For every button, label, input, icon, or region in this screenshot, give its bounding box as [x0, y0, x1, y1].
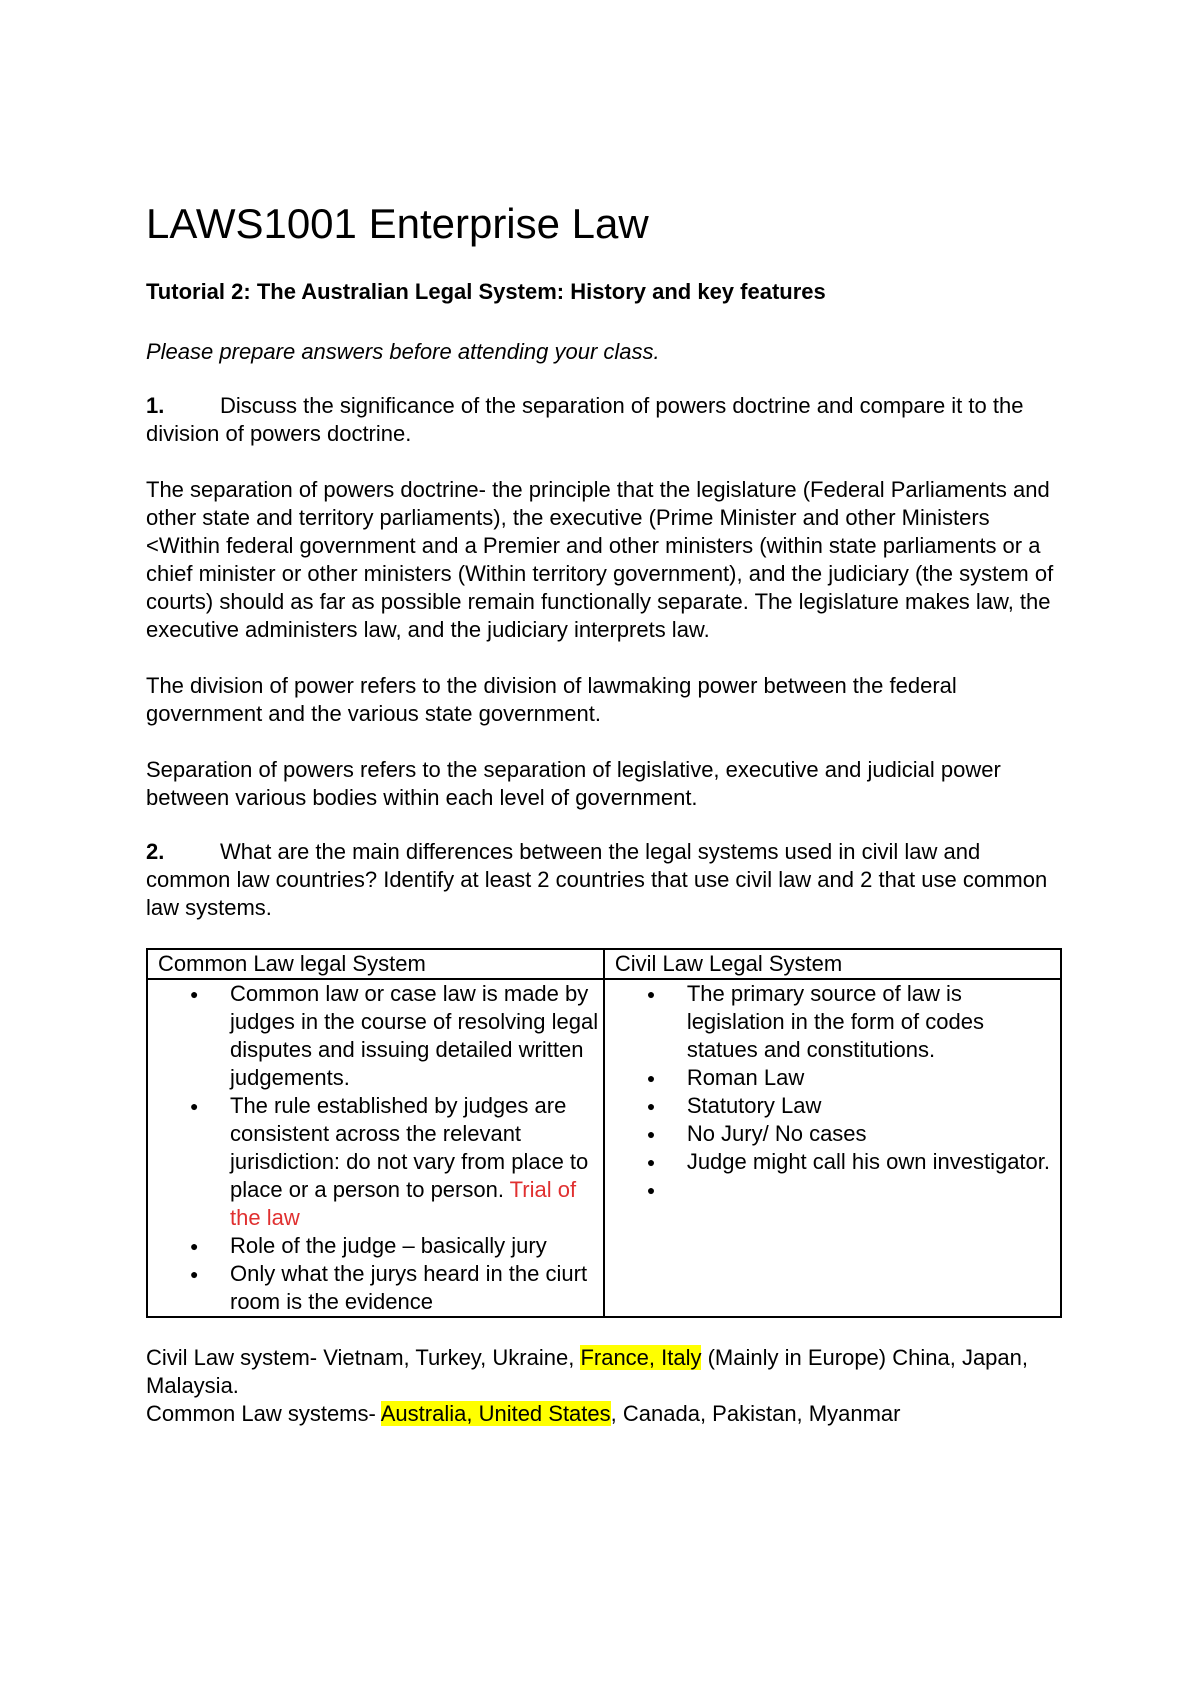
- header-civil-law: Civil Law Legal System: [604, 949, 1061, 979]
- question-2-text: What are the main differences between the legal systems used in civil law and common law countries? Identify at least 2 countries that use civil law and 2 that use common law systems.: [146, 839, 1048, 920]
- question-1-number: 1.: [146, 393, 165, 418]
- table-header-row: [147, 949, 1061, 979]
- civil-law-cell: [604, 979, 1061, 1317]
- highlight-france-italy: France, Italy: [580, 1345, 702, 1370]
- list-item: ● The primary source of law is legislation in the form of codes statues and constitutions.: [687, 980, 1060, 1064]
- list-item: ● Roman Law: [687, 1064, 1060, 1092]
- document-title: LAWS1001 Enterprise Law: [146, 200, 649, 247]
- list-item: ● Judge might call his own investigator.: [687, 1148, 1060, 1176]
- list-item: ● No Jury/ No cases: [687, 1120, 1060, 1148]
- list-item: ● Role of the judge – basically jury: [230, 1232, 603, 1260]
- table-body-row: [147, 979, 1061, 1317]
- question-1-text: Discuss the significance of the separation of powers doctrine and compare it to the division of powers doctrine.: [146, 393, 1024, 446]
- list-item-empty: [687, 1176, 1060, 1204]
- answer-1-paragraph-3: Separation of powers refers to the separation of legislative, executive and judicial power between various bodies within each level of government.: [146, 757, 1001, 810]
- question-1: [146, 392, 1066, 448]
- tutorial-subtitle: Tutorial 2: The Australian Legal System: History and key features: [146, 279, 826, 304]
- list-item: ● The rule established by judges are consistent across the relevant jurisdiction: do not vary from place to place or a person to person. Trial of the law: [230, 1092, 603, 1232]
- question-2: [146, 838, 1066, 922]
- document-content: [146, 196, 1066, 1428]
- question-2-number: 2.: [146, 839, 165, 864]
- highlight-australia-us: Australia, United States: [380, 1401, 611, 1426]
- preparation-note: Please prepare answers before attending your class.: [146, 339, 660, 364]
- answer-1-paragraph-2: The division of power refers to the division of lawmaking power between the federal government and the various state government.: [146, 673, 957, 726]
- header-common-law: Common Law legal System: [147, 949, 604, 979]
- civil-law-list: [615, 980, 1060, 1204]
- common-law-cell: [147, 979, 604, 1317]
- list-item: ● Common law or case law is made by judges in the course of resolving legal disputes and issuing detailed written judgements.: [230, 980, 603, 1092]
- list-item: ● Statutory Law: [687, 1092, 1060, 1120]
- answer-1-paragraph-1: The separation of powers doctrine- the principle that the legislature (Federal Parliaments and other state and territory parliaments), the executive (Prime Minister and other Ministers <Within federal government and a Premier and other ministers (within state parliaments or a chief minister or other ministers (Within territory government), and the judiciary (the system of courts) should as far as possible remain functionally separate. The legislature makes law, the executive administers law, and the judiciary interprets law.: [146, 477, 1054, 642]
- common-law-countries: Common Law systems- Australia, United States, Canada, Pakistan, Myanmar: [146, 1401, 901, 1426]
- list-item: ● Only what the jurys heard in the ciurt room is the evidence: [230, 1260, 603, 1316]
- comparison-table: [146, 948, 1062, 1318]
- trial-of-law-note: Trial of the law: [230, 1177, 577, 1230]
- civil-law-countries: Civil Law system- Vietnam, Turkey, Ukraine, France, Italy (Mainly in Europe) China, Japan, Malaysia.: [146, 1345, 1028, 1398]
- common-law-list: [158, 980, 603, 1316]
